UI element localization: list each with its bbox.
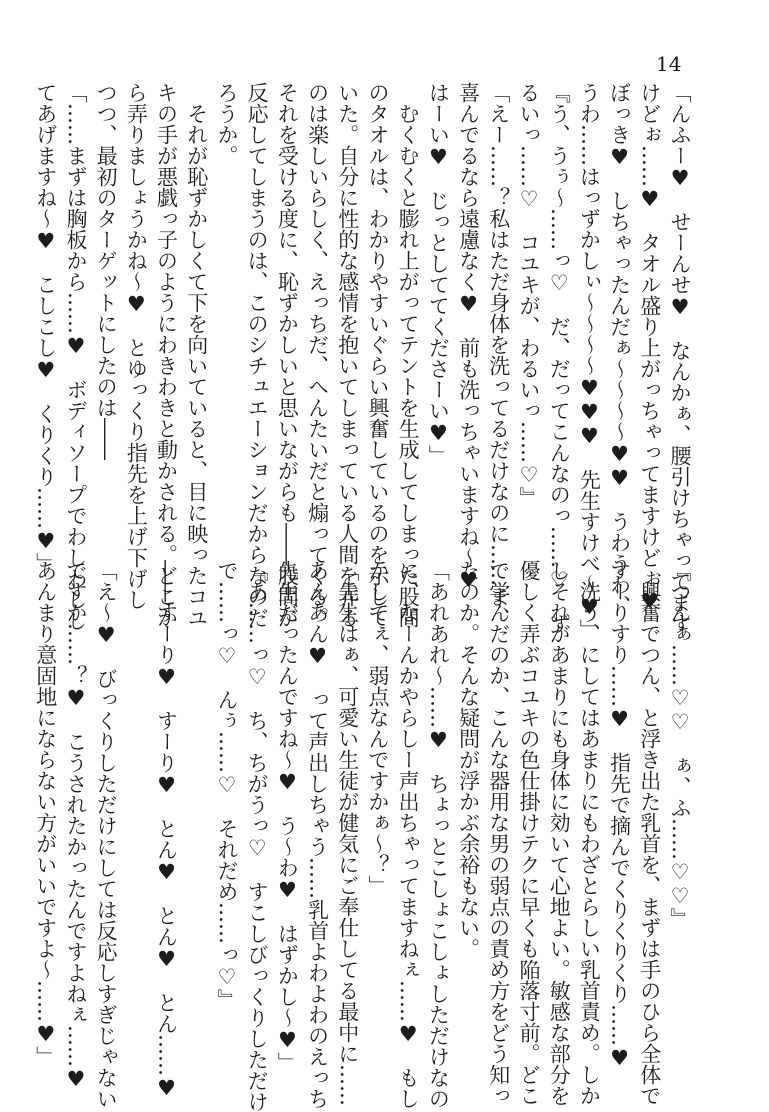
text-line: ぼっき♥ しちゃったんだぁ〜〜〜〜♥♥ うわうわ、 xyxy=(607,82,632,616)
text-line: あんあん♥ って声出しちゃう……乳首よわよわのえっち xyxy=(305,560,330,1109)
page-number: 14 xyxy=(656,52,682,76)
text-line: いた。自分に性的な感情を抱いてしまっている人間を弄る xyxy=(335,82,360,628)
text-line: ――すーり♥ すーり♥ とん♥ とん♥ とん……♥ xyxy=(154,560,179,1100)
text-line: 『あ……っ♡ ち、ちがうっ♡ すこしびっくりしただけ xyxy=(245,560,270,1112)
text-line: たのか。そんな疑問が浮かぶ余裕もない。 xyxy=(456,560,481,959)
text-line: かしてぇ、弱点なんですかぁ〜？」 xyxy=(365,560,390,896)
text-line: ら弄りましょうかね〜♥ とゆっくり指先を上げ下げし xyxy=(124,82,149,610)
text-block-top xyxy=(33,82,695,640)
text-line: 「んふー♥ せーんせ♥ なんかぁ、腰引けちゃってます xyxy=(668,82,692,634)
text-line: それが恥ずかしくて下を向いていると、目に映ったコユ xyxy=(184,82,209,628)
text-line: 興奮でつん、と浮き出た乳首を、まずは手のひら全体で xyxy=(637,560,662,1106)
text-line: 「えー……？私はただ身体を洗ってるだけなのに……ま、 xyxy=(486,82,511,628)
text-line: ですか……？♥ こうされたかったんですよねぇ……♥ xyxy=(63,560,88,1091)
text-line: ろうか。 xyxy=(214,82,239,166)
text-line: キの手が悪戯っ子のようにわきわきと動かされる。どこか xyxy=(154,82,179,628)
text-line: るいっ……♡ コユキが、わるいっ……♡』 xyxy=(516,82,541,508)
text-line: で学んだのか、こんな器用な男の弱点の責め方をどう知っ xyxy=(486,560,511,1106)
text-line: 『う、うぅ〜……っ♡ だ、だってこんなのっ……♡ ず xyxy=(547,82,572,634)
text-line: 『つんぁ……♡♡ ぁ、ふ……♡♡』 xyxy=(668,560,692,929)
text-line: のタオルは、わかりやすいぐらい興奮しているのを示して xyxy=(365,82,390,628)
text-line: 「先生はぁ、可愛い生徒が健気にご奉仕してる最中に…… xyxy=(335,560,360,1106)
text-line: 優しく弄ぶコユキの色仕掛けテクに早くも陥落寸前。どこ xyxy=(516,560,541,1106)
text-line: 「あれあれ〜……♥ ちょっとこしょこしょしただけなの xyxy=(426,560,451,1109)
text-line: 洗う、にしてはあまりにもわざとらしい乳首責め。しか xyxy=(577,560,602,1106)
text-line: 「え〜♥ びっくりしただけにしては反応しすぎじゃない xyxy=(94,560,119,1109)
blank-line xyxy=(182,560,212,960)
text-line: 先生だったんですね〜♥ う〜わ♥ はずかし〜♥」 xyxy=(275,560,300,1073)
text-line: てあげますね〜♥ こしこし♥ くりくり……♥」 xyxy=(33,82,58,574)
text-line: むくむくと膨れ上がってテントを生成してしまった股間 xyxy=(396,82,421,628)
text-block-bottom xyxy=(33,560,695,1112)
text-line: すーりすり……♥ 指先で摘んでくりくりくり……♥ xyxy=(607,560,632,1070)
text-line: 喜んでるなら遠慮なく♥ 前も洗っちゃいますね〜♥ xyxy=(456,82,481,592)
text-line: あんまり意固地にならない方がいいですよ〜……♥」 xyxy=(33,560,58,1067)
text-line: うわ……はっずかしぃ〜〜〜〜♥♥♥ 先生すけべ〜♥」 xyxy=(577,82,602,640)
text-line: しそれがあまりにも身体に効いて心地よい。敏感な部分を xyxy=(547,560,572,1106)
text-line: 「……まずは胸板から……♥ ボディソープでわしわしし xyxy=(63,82,88,631)
text-line: に、なーんかやらしー声出ちゃってますねぇ……♥ もし xyxy=(396,560,421,1109)
text-line: で……っ♡ んぅ……♡ それだめ……っ♡』 xyxy=(214,560,239,1010)
text-line: つつ、最初のターゲットにしたのは―― xyxy=(94,82,119,460)
text-line: 反応してしまうのは、このシチュエーションだからなのだ xyxy=(245,82,270,628)
text-line: けどぉ……♥ タオル盛り上がっちゃってますけどぉ♥ xyxy=(637,82,662,613)
text-line: のは楽しいらしく、えっちだ、へんたいだと煽ってくる。 xyxy=(305,82,330,628)
blank-line xyxy=(121,560,151,960)
text-line: はーい♥ じっとしててくださーい♥」 xyxy=(426,82,451,466)
text-line: それを受ける度に、恥ずかしいと思いながらも――股間が xyxy=(275,82,300,628)
